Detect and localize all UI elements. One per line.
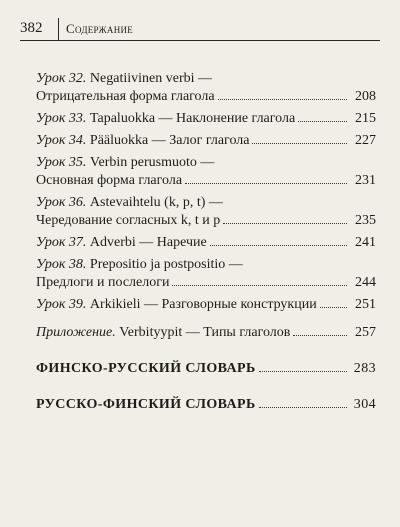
toc-entry-lesson-32[interactable]	[36, 70, 376, 106]
toc-entry-title-cont: Предлоги и послелоги	[36, 275, 170, 290]
toc-entry-page: 231	[355, 173, 376, 188]
toc-entry-title: Verbin perusmuoto —	[89, 155, 215, 170]
running-header	[20, 18, 380, 41]
toc-entry-label: Урок 37.	[36, 235, 87, 250]
toc-entry-page: 257	[355, 325, 376, 340]
dot-leader	[185, 183, 347, 184]
toc-entry-page: 215	[355, 111, 376, 126]
toc-entry-page: 251	[355, 297, 376, 312]
dot-leader	[259, 371, 347, 372]
toc-entry-lesson-34[interactable]	[36, 132, 376, 150]
toc-entry-title-cont: Чередование согласных k, t и p	[36, 213, 221, 228]
dot-leader	[320, 307, 347, 308]
toc-entry-title: РУССКО-ФИНСКИЙ СЛОВАРЬ	[36, 397, 256, 412]
toc-entry-label: Урок 35.	[36, 155, 87, 170]
dot-leader	[172, 285, 347, 286]
table-of-contents	[36, 70, 376, 414]
dot-leader	[259, 407, 347, 408]
toc-entry-page: 283	[353, 361, 376, 376]
toc-entry-title: Adverbi — Наречие	[89, 235, 207, 250]
toc-entry-page: 208	[355, 89, 376, 104]
toc-entry-lesson-36[interactable]	[36, 194, 376, 230]
toc-entry-label: Урок 36.	[36, 195, 87, 210]
page-number: 382	[20, 20, 43, 36]
toc-entry-title: Arkikieli — Разговорные конструкции	[89, 297, 317, 312]
dot-leader	[252, 143, 347, 144]
toc-entry-page: 304	[353, 397, 376, 412]
toc-entry-finnish-russian-dictionary[interactable]	[36, 360, 376, 378]
dot-leader	[210, 245, 347, 246]
toc-entry-title: Tapaluokka — Наклонение глагола	[89, 111, 296, 126]
toc-entry-title: ФИНСКО-РУССКИЙ СЛОВАРЬ	[36, 361, 256, 376]
toc-entry-lesson-38[interactable]	[36, 256, 376, 292]
toc-entry-label: Урок 34.	[36, 133, 87, 148]
toc-entry-page: 244	[355, 275, 376, 290]
toc-entry-title: Verbityypit — Типы глаголов	[119, 325, 291, 340]
toc-entry-lesson-33[interactable]	[36, 110, 376, 128]
dot-leader	[293, 335, 347, 336]
toc-entry-title: Pääluokka — Залог глагола	[89, 133, 250, 148]
toc-entry-lesson-35[interactable]	[36, 154, 376, 190]
toc-entry-title: Negatiivinen verbi —	[89, 71, 212, 86]
toc-entry-label: Урок 33.	[36, 111, 87, 126]
toc-entry-title-cont: Отрицательная форма глагола	[36, 89, 215, 104]
toc-entry-title: Prepositio ja postpositio —	[89, 257, 243, 272]
toc-entry-appendix[interactable]	[36, 324, 376, 342]
toc-entry-lesson-39[interactable]	[36, 296, 376, 314]
toc-entry-title: Astevaihtelu (k, p, t) —	[89, 195, 223, 210]
toc-entry-page: 235	[355, 213, 376, 228]
toc-entry-label: Урок 39.	[36, 297, 87, 312]
dot-leader	[298, 121, 347, 122]
toc-entry-label: Урок 32.	[36, 71, 87, 86]
toc-entry-page: 241	[355, 235, 376, 250]
header-divider	[58, 18, 59, 40]
section-title: Содержание	[66, 21, 134, 36]
toc-entry-label: Приложение.	[36, 325, 116, 340]
toc-entry-label: Урок 38.	[36, 257, 87, 272]
toc-entry-page: 227	[355, 133, 376, 148]
toc-entry-russian-finnish-dictionary[interactable]	[36, 396, 376, 414]
toc-entry-lesson-37[interactable]	[36, 234, 376, 252]
dot-leader	[223, 223, 347, 224]
toc-entry-title-cont: Основная форма глагола	[36, 173, 183, 188]
dot-leader	[218, 99, 347, 100]
